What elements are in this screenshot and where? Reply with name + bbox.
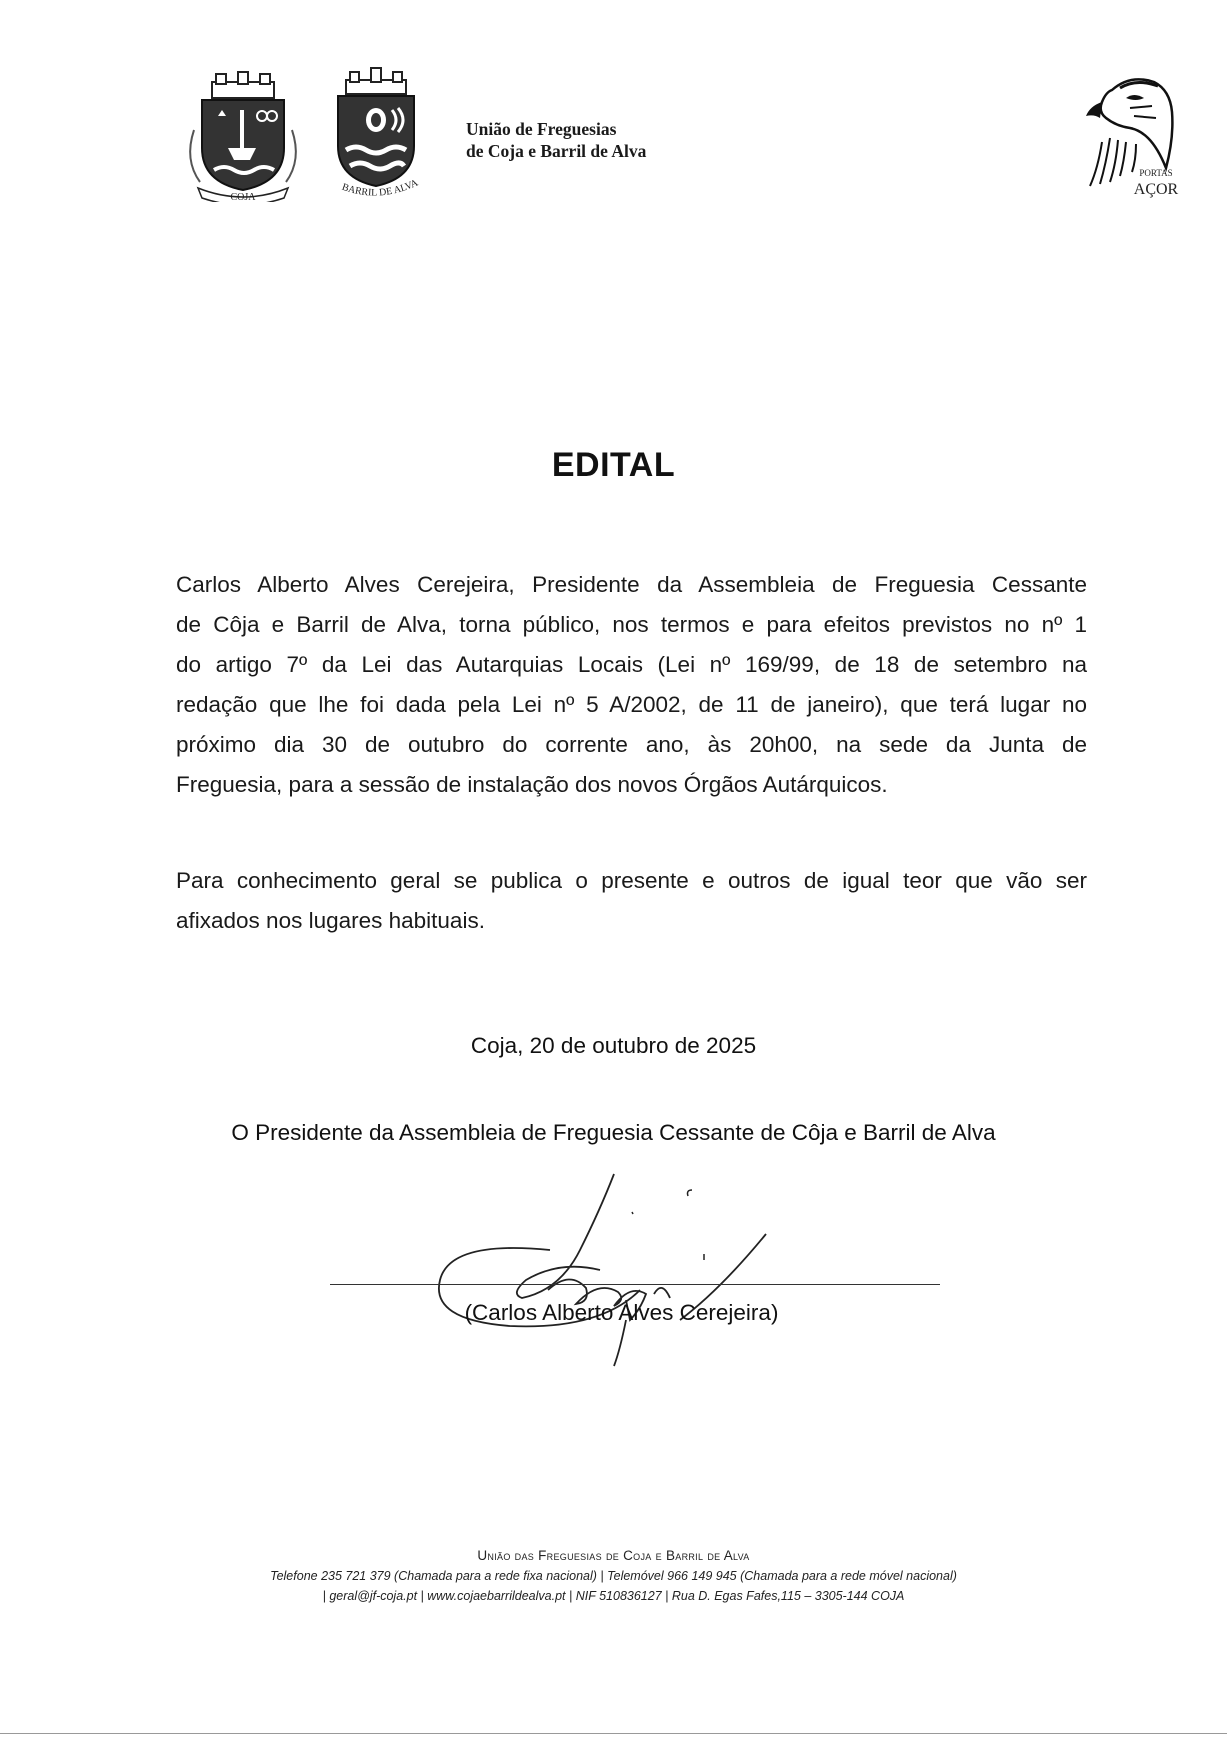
logo-big-text: AÇOR bbox=[1133, 181, 1179, 198]
organization-name-line2: de Coja e Barril de Alva bbox=[466, 141, 647, 161]
edital-paragraph-1 bbox=[176, 565, 1087, 805]
signature-line bbox=[330, 1284, 940, 1285]
organization-name-line1: União de Freguesias bbox=[466, 119, 617, 139]
edital-paragraph-2 bbox=[176, 861, 1087, 941]
place-and-date: Coja, 20 de outubro de 2025 bbox=[470, 1033, 757, 1058]
footer-title: União das Freguesias de Coja e Barril de Alva bbox=[477, 1548, 750, 1563]
document-title: EDITAL bbox=[551, 446, 676, 484]
portas-acor-logo bbox=[1060, 68, 1180, 208]
paragraph-1-line: próximo dia 30 de outubro do corrente ano, às 20h00, na sede da Junta de bbox=[176, 732, 1087, 757]
footer-address: | geral@jf-coja.pt | www.cojaebarrildealva.pt | NIF 510836127 | Rua D. Egas Fafes,115 – 3305-144 COJA bbox=[322, 1589, 905, 1603]
organization-name bbox=[466, 118, 646, 162]
paragraph-2-line: Para conhecimento geral se publica o presente e outros de igual teor que vão ser bbox=[176, 868, 1087, 893]
barril-de-alva-crest bbox=[320, 66, 432, 204]
barril-crest-label: BARRIL DE ALVA bbox=[340, 177, 420, 199]
paragraph-1-line: Carlos Alberto Alves Cerejeira, Presidente da Assembleia de Freguesia Cessante bbox=[176, 572, 1087, 597]
signer-name: (Carlos Alberto Alves Cerejeira) bbox=[464, 1300, 779, 1325]
paragraph-2-line: afixados nos lugares habituais. bbox=[176, 908, 485, 933]
paragraph-1-line: do artigo 7º da Lei das Autarquias Locais (Lei nº 169/99, de 18 de setembro na bbox=[176, 652, 1087, 677]
page-bottom-rule bbox=[0, 1733, 1227, 1734]
coja-crest bbox=[180, 70, 306, 202]
footer bbox=[0, 1548, 1227, 1606]
footer-contacts: Telefone 235 721 379 (Chamada para a rede fixa nacional) | Telemóvel 966 149 945 (Chamada para a rede móvel nacional) bbox=[270, 1569, 957, 1583]
logo-small-text: PORTAS bbox=[1139, 168, 1173, 178]
signer-role: O Presidente da Assembleia de Freguesia Cessante de Côja e Barril de Alva bbox=[231, 1120, 996, 1145]
paragraph-1-line: redação que lhe foi dada pela Lei nº 5 A/2002, de 11 de janeiro), que terá lugar no bbox=[176, 692, 1087, 717]
handwritten-signature bbox=[430, 1170, 790, 1375]
paragraph-1-line: de Côja e Barril de Alva, torna público, nos termos e para efeitos previstos no nº 1 bbox=[176, 612, 1087, 637]
coja-crest-label: COJA bbox=[230, 192, 256, 202]
paragraph-1-line: Freguesia, para a sessão de instalação dos novos Órgãos Autárquicos. bbox=[176, 772, 888, 797]
